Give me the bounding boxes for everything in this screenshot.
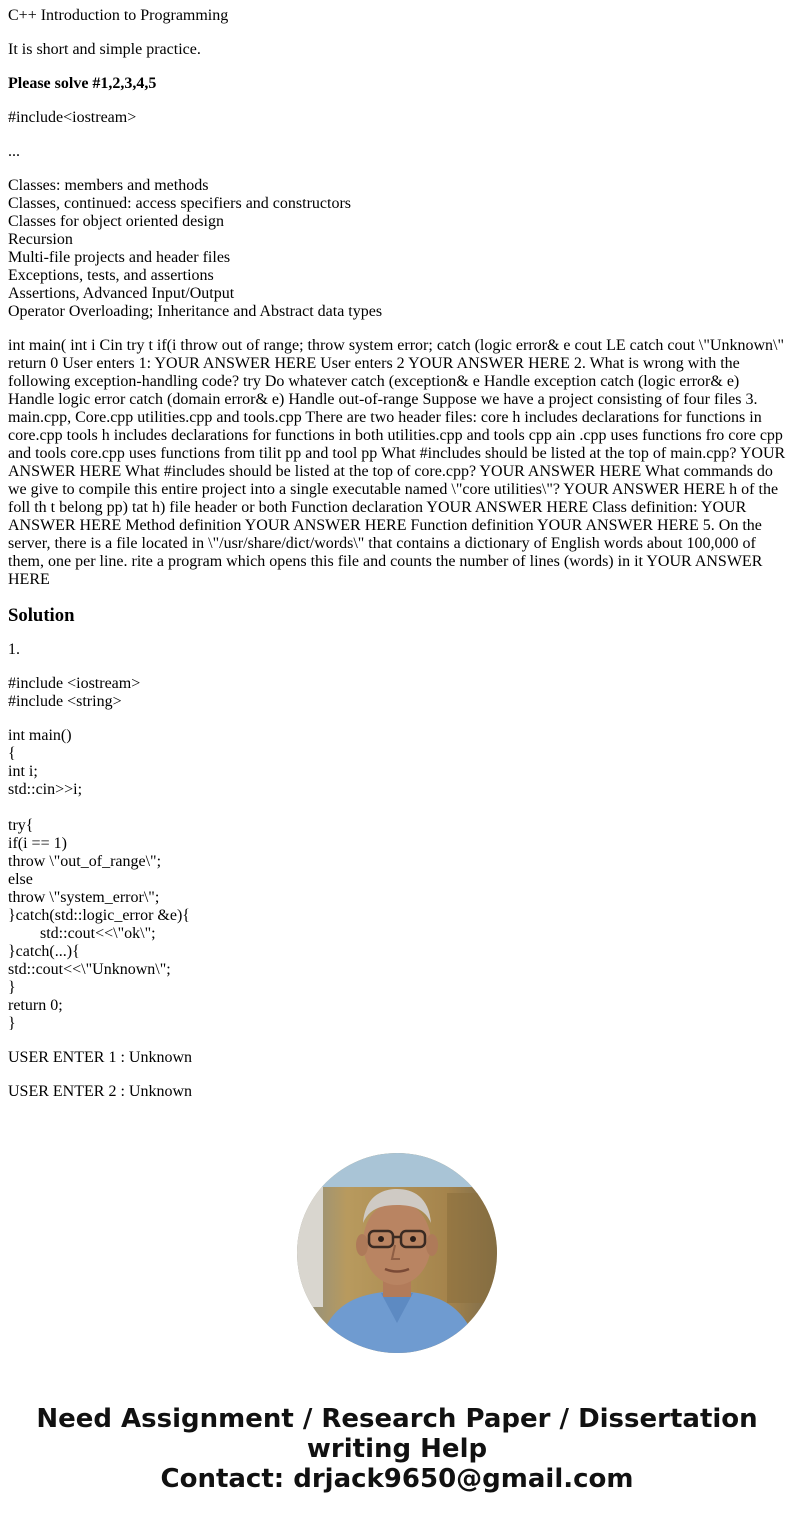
solution-number: 1.: [8, 641, 20, 658]
footer-contact: Contact: drjack9650@gmail.com: [160, 1464, 634, 1494]
code-line: try{: [8, 817, 34, 834]
question-title: C++ Introduction to Programming: [8, 7, 229, 24]
code-line: else: [8, 871, 33, 888]
code-line: throw \"system_error\";: [8, 889, 160, 906]
code-line: #include <string>: [8, 693, 122, 710]
code-line: if(i == 1): [8, 835, 67, 852]
code-line: std::cout<<\"ok\";: [8, 925, 156, 942]
code-line: int main(): [8, 727, 72, 744]
author-avatar: [297, 1153, 497, 1353]
question-body: int main( int i Cin try t if(i throw out of range; throw system error; catch (logic error& e cout LE catch cout \"Unknown\" return 0 User enters 1: YOUR ANSWER HERE User enters 2 YOUR ANSWER HERE 2. What is wrong with the following exception-handling code? try Do whatever catch (exception& e Handle exception catch (logic error& e) Handle logic error catch (domain error& e) Handle out-of-range Suppose we have a project consisting of four files 3. main.cpp, Core.cpp utilities.cpp and tools.cpp There are two header files: core h includes declarations for functions in core.cpp tools h includes declarations for functions in both utilities.cpp and tools cpp ain .cpp uses functions fro core cpp and tools core.cpp uses functions from tilit pp and tool pp What #includes should be listed at the top of main.cpp? YOUR ANSWER HERE What #includes should be listed at the top of core.cpp? YOUR ANSWER HERE What commands do we give to compile this entire project into a single executable named \"core utilities\"? YOUR ANSWER HERE h of the foll th t belong pp) tat h) file header or both Function declaration YOUR ANSWER HERE Class definition: YOUR ANSWER HERE Method definition YOUR ANSWER HERE Function definition YOUR ANSWER HERE 5. On the server, there is a file located in \"/usr/share/dict/words\" that contains a dictionary of English words about 100,000 of them, one per line. rite a program which opens this file and counts the number of lines (words) in it YOUR ANSWER HERE: [8, 337, 786, 588]
topic-item: Classes: members and methods: [8, 177, 209, 194]
answer-user-enter-2: USER ENTER 2 : Unknown: [8, 1083, 192, 1100]
topic-item: Multi-file projects and header files: [8, 249, 231, 266]
code-line: std::cin>>i;: [8, 781, 83, 798]
topic-item: Recursion: [8, 231, 73, 248]
code-line: #include <iostream>: [8, 675, 141, 692]
topic-item: Classes for object oriented design: [8, 213, 224, 230]
solution-code: [8, 727, 788, 1033]
question-instruction: Please solve #1,2,3,4,5: [8, 75, 157, 92]
include-line: #include<iostream>: [8, 109, 137, 126]
code-line: }catch(...){: [8, 943, 80, 960]
footer-line-2: writing Help: [306, 1434, 488, 1464]
footer-line-1: Need Assignment / Research Paper / Dissertation: [36, 1404, 758, 1434]
code-line: std::cout<<\"Unknown\";: [8, 961, 171, 978]
code-line: [8, 799, 788, 817]
footer-banner: [0, 1404, 794, 1494]
topic-list: [8, 177, 788, 321]
code-line: }: [8, 1015, 16, 1032]
solution-heading: Solution: [8, 605, 75, 626]
topic-item: Operator Overloading; Inheritance and Abstract data types: [8, 303, 383, 320]
code-line: int i;: [8, 763, 38, 780]
ellipsis: ...: [8, 143, 20, 160]
topic-item: Assertions, Advanced Input/Output: [8, 285, 235, 302]
solution-includes: [8, 675, 788, 711]
code-line: {: [8, 745, 16, 762]
question-subtitle: It is short and simple practice.: [8, 41, 201, 58]
code-line: }catch(std::logic_error &e){: [8, 907, 190, 924]
code-line: }: [8, 979, 16, 996]
topic-item: Classes, continued: access specifiers and constructors: [8, 195, 352, 212]
document-content: [8, 7, 788, 1117]
author-photo-illustration: [297, 1153, 497, 1353]
code-line: throw \"out_of_range\";: [8, 853, 162, 870]
answer-user-enter-1: USER ENTER 1 : Unknown: [8, 1049, 192, 1066]
topic-item: Exceptions, tests, and assertions: [8, 267, 214, 284]
code-line: return 0;: [8, 997, 63, 1014]
